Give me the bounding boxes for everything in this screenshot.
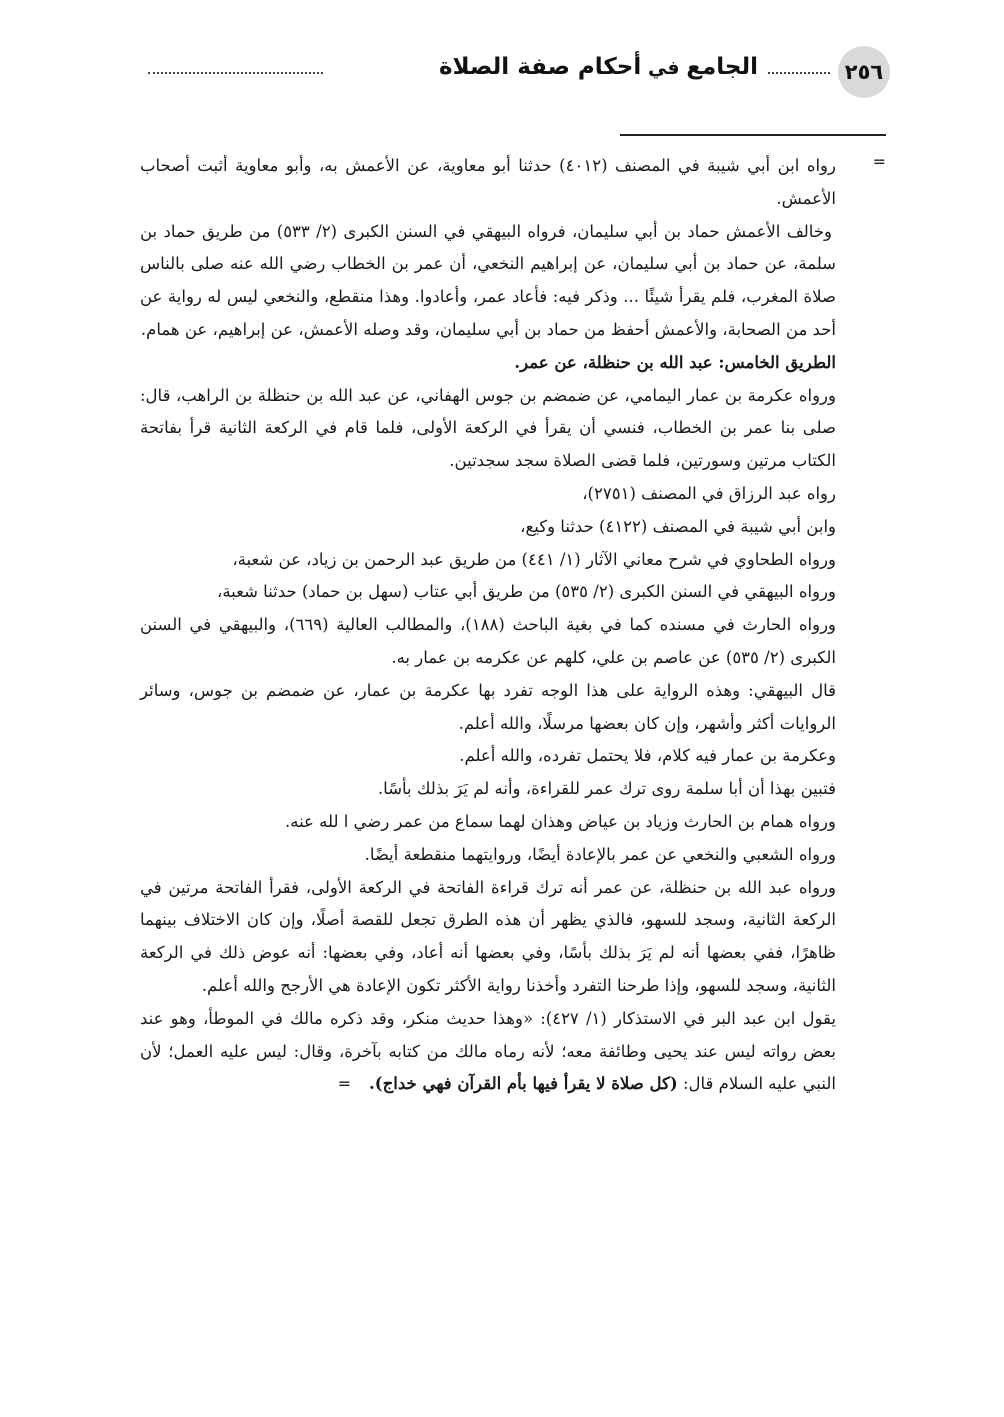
footnote-paragraph-12: ورواه همام بن الحارث وزياد بن عياض وهذان لهما سماع من عمر رضي ا لله عنه. xyxy=(284,811,836,831)
running-title-rest: أحكام صفة الصلاة xyxy=(438,54,642,80)
footnote-paragraph-6: ورواه الطحاوي في شرح معاني الآثار (١/ ٤٤١) من طريق عبد الرحمن بن زياد، عن شعبة، xyxy=(232,549,836,569)
section-heading-fifth-path: الطريق الخامس: عبد الله بن حنظلة، عن عمر. xyxy=(514,352,836,372)
footnote-paragraph-15 xyxy=(140,1003,836,1101)
footnote-separator xyxy=(620,134,886,136)
footnote-paragraph-10: وعكرمة بن عمار فيه كلام، فلا يحتمل تفرده، والله أعلم. xyxy=(459,746,836,766)
footnote-body xyxy=(140,150,836,1101)
footnote-paragraph-3: ورواه عكرمة بن عمار اليمامي، عن ضمضم بن جوس الهفاني، عن عبد الله بن حنظلة بن الراهب، قال: صلى بنا عمر بن الخطاب، فنسي أن يقرأ في الركعة الأولى، فلما قام في الركعة الثانية قرأ بفاتحة الكتاب مرتين وسورتين، فلما قضى الصلاة سجد سجدتين. xyxy=(140,385,836,471)
header-dotted-leader-right xyxy=(768,72,830,74)
footnote-paragraph-8: ورواه الحارث في مسنده كما في بغية الباحث (١٨٨)، والمطالب العالية (٦٦٩)، والبيهقي في السنن الكبرى (٢/ ٥٣٥) عن عاصم بن علي، كلهم عن عكرمه بن عمار به. xyxy=(140,615,837,667)
footnote-continuation-mark: = xyxy=(872,152,886,171)
footnote-paragraph-15-text: يقول ابن عبد البر في الاستذكار (١/ ٤٢٧): «وهذا حديث منكر، وقد ذكره مالك في الموطأ، وهو عند بعض رواته ليس عند يحيى وطائفة معه؛ لأنه رماه مالك من كتابه بآخرة، وقال: ليس عليه العمل؛ لأن النبي عليه السلام قال: xyxy=(140,1008,836,1094)
footnote-paragraph-5: وابن أبي شيبة في المصنف (٤١٢٢) حدثنا وكيع، xyxy=(520,516,836,536)
footnote-paragraph-4: رواه عبد الرزاق في المصنف (٢٧٥١)، xyxy=(582,483,836,503)
footnote-paragraph-14: ورواه عبد الله بن حنظلة، عن عمر أنه ترك قراءة الفاتحة في الركعة الأولى، فقرأ الفاتحة مرتين في الركعة الثانية، وسجد للسهو، فالذي يظهر أن هذه الطرق تجعل للقصة أصلًا، وإن كان الاختلاف بينهما ظاهرًا، ففي بعضها أنه لم يَرَ بذلك بأسًا، وفي بعضها أنه أعاد، وفي بعضها: أنه عوض ذلك في الركعة الثانية، وسجد للسهو، وإذا طرحنا التفرد وأخذنا رواية الأكثر تكون الإعادة هي الأرجح والله أعلم. xyxy=(140,877,836,995)
footnote-paragraph-1: رواه ابن أبي شيبة في المصنف (٤٠١٢) حدثنا أبو معاوية، عن الأعمش به، وأبو معاوية أثبت أصحاب الأعمش. xyxy=(140,156,836,208)
running-title xyxy=(439,54,758,80)
footnote-paragraph-13: ورواه الشعبي والنخعي عن عمر بالإعادة أيضًا، وروايتهما منقطعة أيضًا. xyxy=(364,844,836,864)
footnote-paragraph-9: قال البيهقي: وهذه الرواية على هذا الوجه تفرد بها عكرمة بن عمار، عن ضمضم بن جوس، وسائر الروايات أكثر وأشهر، وإن كان بعضها مرسلًا، والله أعلم. xyxy=(140,680,836,733)
running-title-connector: في xyxy=(647,57,680,79)
footnote-end-continuation-mark: = xyxy=(337,1074,352,1094)
footnote-paragraph-7: ورواه البيهقي في السنن الكبرى (٢/ ٥٣٥) من طريق أبي عتاب (سهل بن حماد) حدثنا شعبة، xyxy=(217,582,836,602)
header-dotted-leader-left xyxy=(148,72,323,74)
running-title-main: الجامع xyxy=(686,54,758,80)
page-header xyxy=(140,46,890,98)
hadith-quote: (كل صلاة لا يقرأ فيها بأم القرآن فهي خداج). xyxy=(369,1074,678,1094)
footnote-paragraph-11: فتبين بهذا أن أبا سلمة روى ترك عمر للقراءة، وأنه لم يَرَ بذلك بأسًا. xyxy=(377,779,836,799)
page-number: ٢٥٦ xyxy=(838,46,890,98)
footnote-paragraph-2: وخالف الأعمش حماد بن أبي سليمان، فرواه البيهقي في السنن الكبرى (٢/ ٥٣٣) من طريق حماد بن سلمة، عن حماد بن أبي سليمان، عن إبراهيم النخعي، أن عمر بن الخطاب رضي الله عنه صلى بالناس صلاة المغرب، فلم يقرأ شيئًا ... وذكر فيه: فأعاد عمر، وأعادوا. وهذا منقطع، والنخعي ليس له رواية عن أحد من الصحابة، والأعمش أحفظ من حماد بن أبي سليمان، وقد وصله الأعمش، عن إبراهيم، عن همام. xyxy=(140,221,836,339)
